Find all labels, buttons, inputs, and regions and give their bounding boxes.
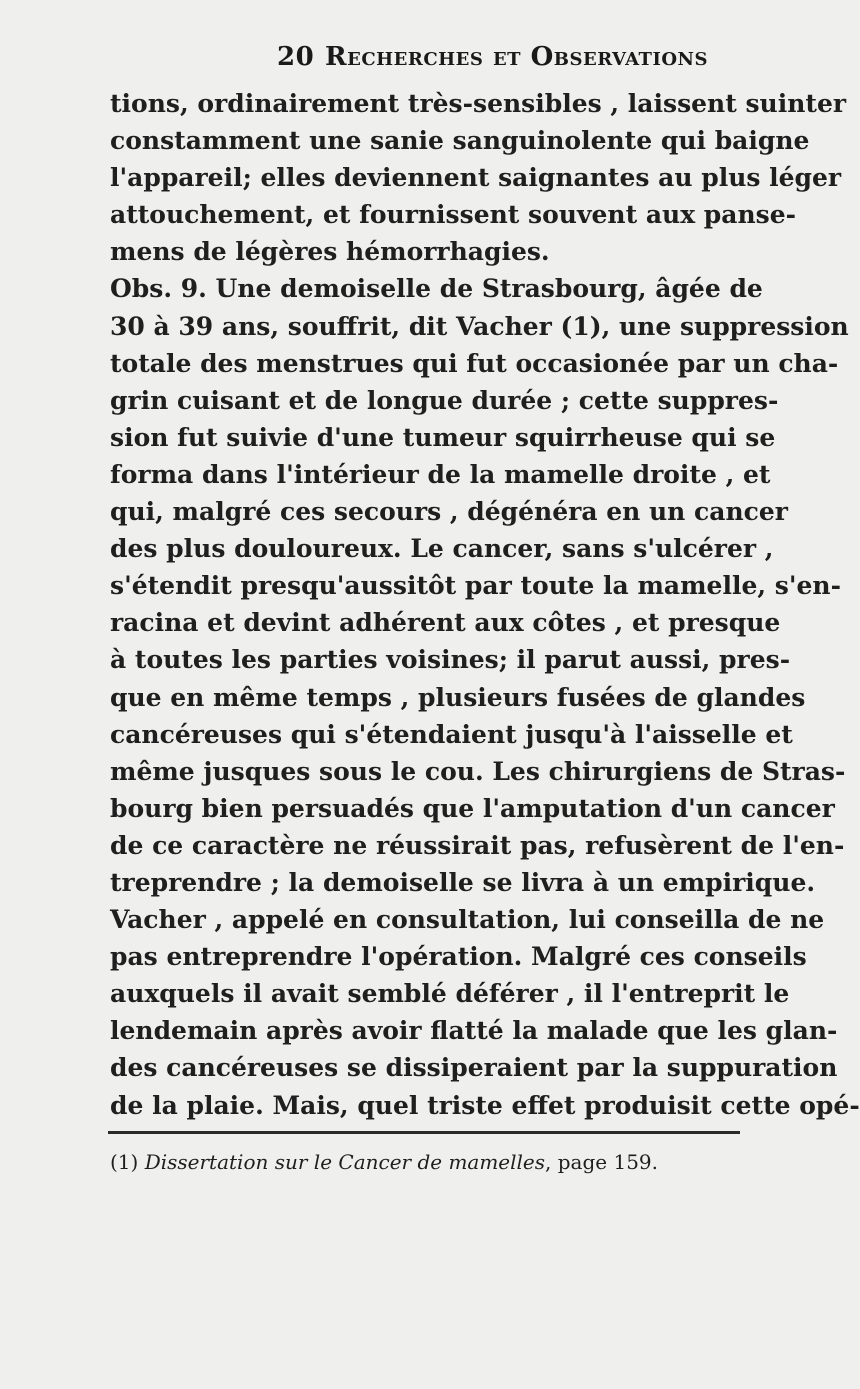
text-line: pas entreprendre l'opération. Malgré ces conseils — [110, 942, 807, 972]
text-line: auxquels il avait semblé déférer , il l'entreprit le — [110, 979, 790, 1009]
text-line: totale des menstrues qui fut occasionée par un cha- — [110, 348, 839, 378]
text-line: de la plaie. Mais, quel triste effet produisit cette opé- — [110, 1090, 860, 1120]
text-line: Obs. 9. Une demoiselle de Strasbourg, âgée de — [110, 274, 763, 304]
text-line: forma dans l'intérieur de la mamelle droite , et — [110, 459, 771, 489]
body-text — [110, 85, 860, 1124]
text-line: mens de légères hémorrhagies. — [110, 237, 550, 267]
text-line: de ce caractère ne réussirait pas, refusèrent de l'en- — [110, 830, 845, 860]
page-number: 20 — [277, 42, 315, 72]
footnote — [110, 1150, 750, 1174]
text-line: 30 à 39 ans, souffrit, dit Vacher (1), une suppression — [110, 311, 849, 341]
footnote-page-ref: , page 159. — [545, 1150, 658, 1174]
text-line: bourg bien persuadés que l'amputation d'un cancer — [110, 793, 835, 823]
text-line: cancéreuses qui s'étendaient jusqu'à l'aisselle et — [110, 719, 793, 749]
text-line: racina et devint adhérent aux côtes , et presque — [110, 608, 781, 638]
text-line: s'étendit presqu'aussitôt par toute la mamelle, s'en- — [110, 571, 841, 601]
text-line: même jusques sous le cou. Les chirurgiens de Stras- — [110, 756, 846, 786]
text-line: des cancéreuses se dissiperaient par la suppuration — [110, 1053, 838, 1083]
text-line: tions, ordinairement très-sensibles , laissent suinter — [110, 89, 847, 118]
text-line: que en même temps , plusieurs fusées de glandes — [110, 682, 806, 712]
footnote-separator — [108, 1131, 740, 1134]
footnote-marker: (1) — [110, 1150, 139, 1174]
text-line: Vacher , appelé en consultation, lui conseilla de ne — [110, 905, 825, 935]
page-header — [277, 42, 709, 82]
running-title: Recherches et Observations — [325, 42, 709, 72]
text-line: treprendre ; la demoiselle se livra à un empirique. — [110, 867, 816, 897]
text-line: lendemain après avoir flatté la malade que les glan- — [110, 1016, 838, 1046]
text-line: des plus douloureux. Le cancer, sans s'ulcérer , — [110, 534, 774, 564]
text-line: sion fut suivie d'une tumeur squirrheuse qui se — [110, 422, 776, 452]
text-line: qui, malgré ces secours , dégénéra en un cancer — [110, 497, 788, 527]
text-line: attouchement, et fournissent souvent aux panse- — [110, 200, 797, 230]
text-line: grin cuisant et de longue durée ; cette suppres- — [110, 385, 779, 415]
text-line: l'appareil; elles deviennent saignantes au plus léger — [110, 163, 842, 193]
text-line: à toutes les parties voisines; il parut aussi, pres- — [110, 645, 791, 675]
footnote-title: Dissertation sur le Cancer de mamelles — [144, 1150, 546, 1174]
text-line: constamment une sanie sanguinolente qui baigne — [110, 126, 810, 156]
